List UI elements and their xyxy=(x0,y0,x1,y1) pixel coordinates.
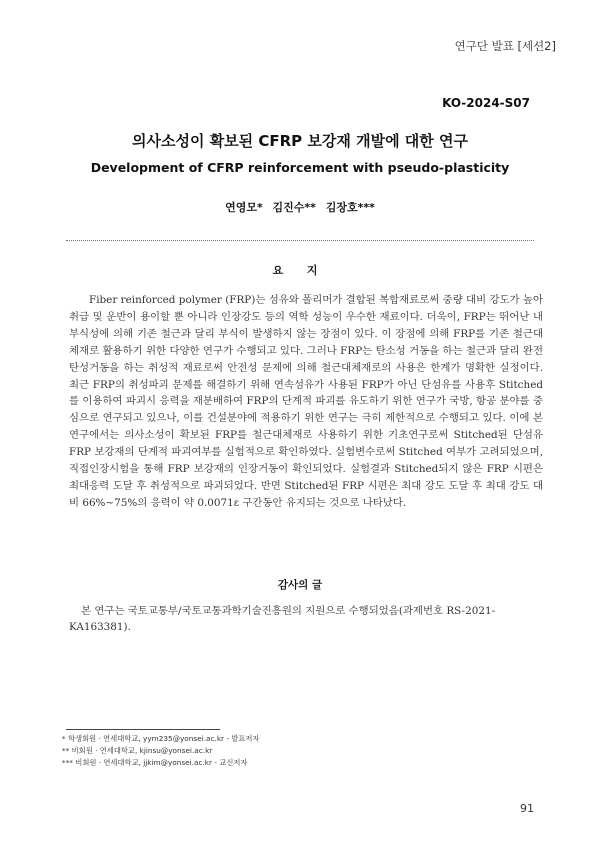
title-english: Development of CFRP reinforcement with pseudo-plasticity xyxy=(90,160,510,175)
footnote-corresponding-author: *** 비회원 · 연세대학교, jjkim@yonsei.ac.kr - 교신저자 xyxy=(62,757,248,767)
abstract-body: Fiber reinforced polymer (FRP)는 섬유와 폴리머가 결합된 복합재료로써 중량 대비 강도가 높아 취급 및 운반이 용이할 뿐 아니라 인장강도 등의 역학 성능이 우수한 재료이다. 더욱이, FRP는 뛰어난 내부식성에 의해 기존 철근과 달리 부식이 발생하지 않는 장점이 있다. 이 장점에 의해 FRP를 기존 철근대체재로 활용하기 위한 다양한 연구가 수행되고 있다. 그러나 FRP는 탄소성 거동을 하는 철근과 달리 완전탄성거동을 하는 취성적 재료로써 안전성 문제에 의해 철근대체재로의 사용은 한계가 명확한 실정이다. 최근 FRP의 취성파괴 문제를 해결하기 위해 연속섬유가 사용된 FRP가 아닌 단섬유를 사용후 Stitched를 이용하여 파괴시 응력을 재분배하여 FRP의 단계적 파괴를 유도하기 위한 연구가 국방, 항공 분야를 중심으로 연구되고 있으나, 이를 건설분야에 적용하기 위한 연구는 극히 제한적으로 수행되고 있다. 이에 본 연구에서는 의사소성이 확보된 FRP를 철근대체재로 사용하기 위한 기초연구로써 Stitched된 단섬유 FRP 보강재의 단계적 파괴여부를 실험적으로 확인하였다. 실험변수로써 Stitched 여부가 고려되었으며, 직접인장시험을 통해 FRP 보강재의 인장거동이 확인되었다. 실험결과 Stitched되지 않은 FRP 시편은 최대응력 도달 후 취성적으로 파괴되었다. 반면 Stitched된 FRP 시편은 최대 강도 도달 후 최대 강도 대비 66%~75%의 응력이 약 0.0071ε 구간동안 유지되는 것으로 나타났다. xyxy=(69,294,543,509)
session-label: 연구단 발표 [세션2] xyxy=(454,39,556,53)
dotted-divider xyxy=(66,240,534,241)
footnote-rule xyxy=(66,729,220,730)
page-number: 91 xyxy=(520,802,534,815)
title-korean: 의사소성이 확보된 CFRP 보강재 개발에 대한 연구 xyxy=(132,132,468,150)
author-list: 연영모* 김진수** 김장호*** xyxy=(225,201,375,214)
footnote-second-author: ** 비회원 · 연세대학교, kjinsu@yonsei.ac.kr xyxy=(62,745,213,755)
abstract-heading: 요 지 xyxy=(272,264,328,277)
paper-code: KO-2024-S07 xyxy=(442,96,530,110)
acknowledgment-body: 본 연구는 국토교통부/국토교통과학기술진흥원의 지원으로 수행되었음(과제번호 RS-2021-KA163381). xyxy=(69,605,496,633)
footnotes xyxy=(62,733,260,768)
footnote-first-author: * 학생회원 · 연세대학교, yym235@yonsei.ac.kr - 발표저자 xyxy=(62,734,260,743)
acknowledgment-heading: 감사의 글 xyxy=(277,579,323,591)
